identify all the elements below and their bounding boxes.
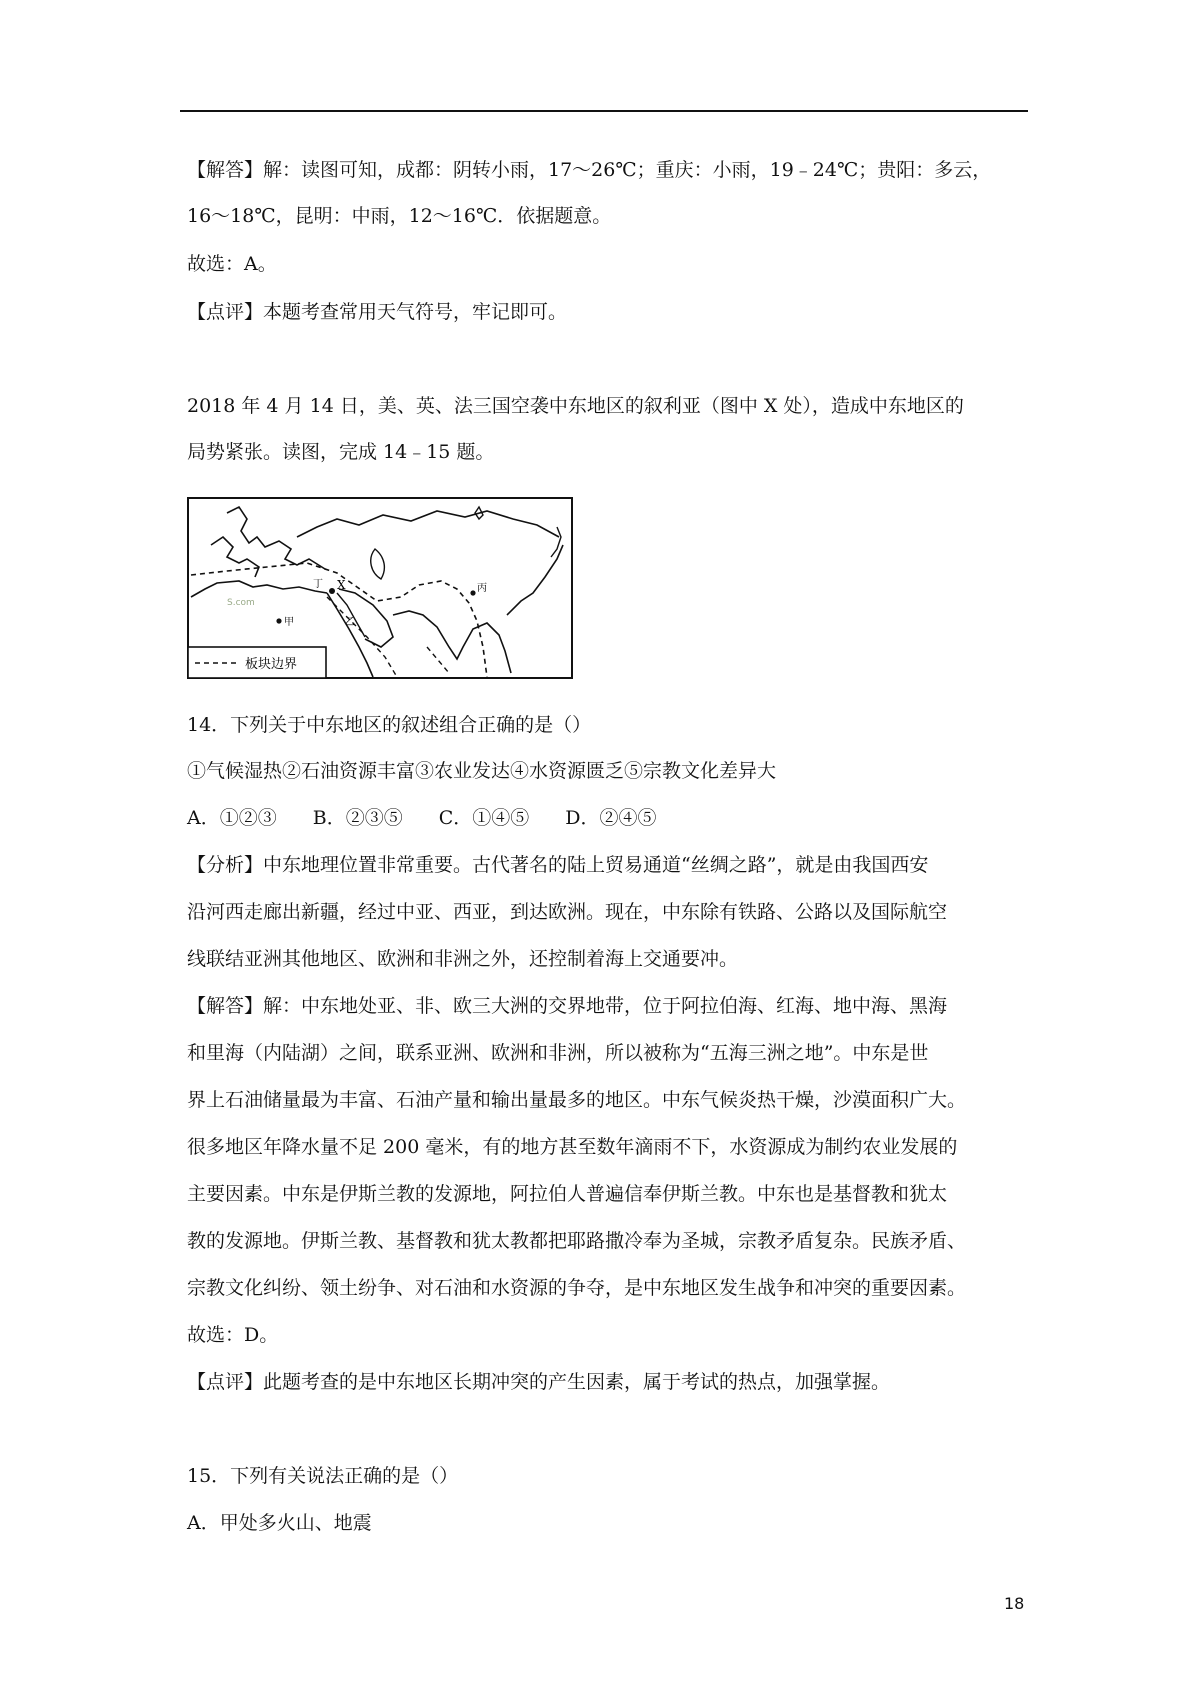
watermark-text: S.com — [227, 598, 255, 608]
analysis14-line1: 【分析】中东地理位置非常重要。古代著名的陆上贸易通道“丝绸之路”，就是由我国西安 — [187, 854, 929, 876]
answer14-line2: 和里海（内陆湖）之间，联系亚洲、欧洲和非洲，所以被称为“五海三洲之地”。中东是世 — [187, 1042, 929, 1064]
answer14-line7: 宗教文化纠纷、领土纷争、对石油和水资源的争夺，是中东地区发生战争和冲突的重要因素。 — [187, 1277, 967, 1299]
label-x: X — [337, 578, 346, 592]
answer14-line5: 主要因素。中东是伊斯兰教的发源地，阿拉伯人普遍信奉伊斯兰教。中东也是基督教和犹太 — [187, 1183, 948, 1205]
intro-line1: 2018 年 4 月 14 日，美、英、法三国空袭中东地区的叙利亚（图中 X 处），造成中东地区的 — [187, 395, 964, 417]
comment13: 【点评】本题考查常用天气符号，牢记即可。 — [187, 301, 568, 323]
label-yi: 乙 — [345, 617, 355, 628]
q14-option-b: B．②③⑤ — [312, 807, 403, 829]
comment14: 【点评】此题考查的是中东地区长期冲突的产生因素，属于考试的热点，加强掌握。 — [187, 1371, 891, 1393]
q15-option-a: A．甲处多火山、地震 — [187, 1512, 372, 1534]
q14-option-c: C．①④⑤ — [438, 807, 530, 829]
label-bing: 丙 — [477, 583, 487, 594]
answer14-line6: 教的发源地。伊斯兰教、基督教和犹太教都把耶路撒冷奉为圣城，宗教矛盾复杂。民族矛盾、 — [187, 1230, 967, 1252]
middle-east-map — [187, 497, 573, 679]
answer13-line2: 16～18℃，昆明：中雨，12～16℃．依据题意。 — [187, 205, 612, 227]
q14-stem: 14．下列关于中东地区的叙述组合正确的是（） — [187, 714, 592, 736]
label-jia: 甲 — [284, 617, 294, 628]
analysis14-line3: 线联结亚洲其他地区、欧洲和非洲之外，还控制着海上交通要冲。 — [187, 948, 739, 970]
choice14: 故选：D。 — [187, 1324, 279, 1346]
page-number: 18 — [1004, 1594, 1025, 1613]
label-ding: 丁 — [313, 579, 323, 590]
answer14-line1: 【解答】解：中东地处亚、非、欧三大洲的交界地带，位于阿拉伯海、红海、地中海、黑海 — [187, 995, 948, 1017]
header-rule — [180, 110, 1028, 112]
q14-option-a: A．①②③ — [187, 807, 277, 829]
legend-label: 板块边界 — [245, 657, 298, 672]
answer14-line4: 很多地区年降水量不足 200 毫米，有的地方甚至数年滴雨不下，水资源成为制约农业发展的 — [187, 1136, 958, 1158]
q14-items: ①气候湿热②石油资源丰富③农业发达④水资源匮乏⑤宗教文化差异大 — [187, 760, 777, 782]
answer13-line1: 【解答】解：读图可知，成都：阴转小雨，17～26℃；重庆：小雨，19﹣24℃；贵阳：多云， — [187, 159, 992, 181]
q14-option-d: D．②④⑤ — [565, 807, 657, 829]
map-figure — [187, 497, 573, 679]
intro-line2: 局势紧张。读图，完成 14﹣15 题。 — [187, 441, 495, 463]
answer14-line3: 界上石油储量最为丰富、石油产量和输出量最多的地区。中东气候炎热干燥，沙漠面积广大。 — [187, 1089, 967, 1111]
q15-stem: 15．下列有关说法正确的是（） — [187, 1465, 459, 1487]
choice13: 故选：A。 — [187, 253, 277, 275]
analysis14-line2: 沿河西走廊出新疆，经过中亚、西亚，到达欧洲。现在，中东除有铁路、公路以及国际航空 — [187, 901, 948, 923]
q14-options — [187, 809, 692, 828]
